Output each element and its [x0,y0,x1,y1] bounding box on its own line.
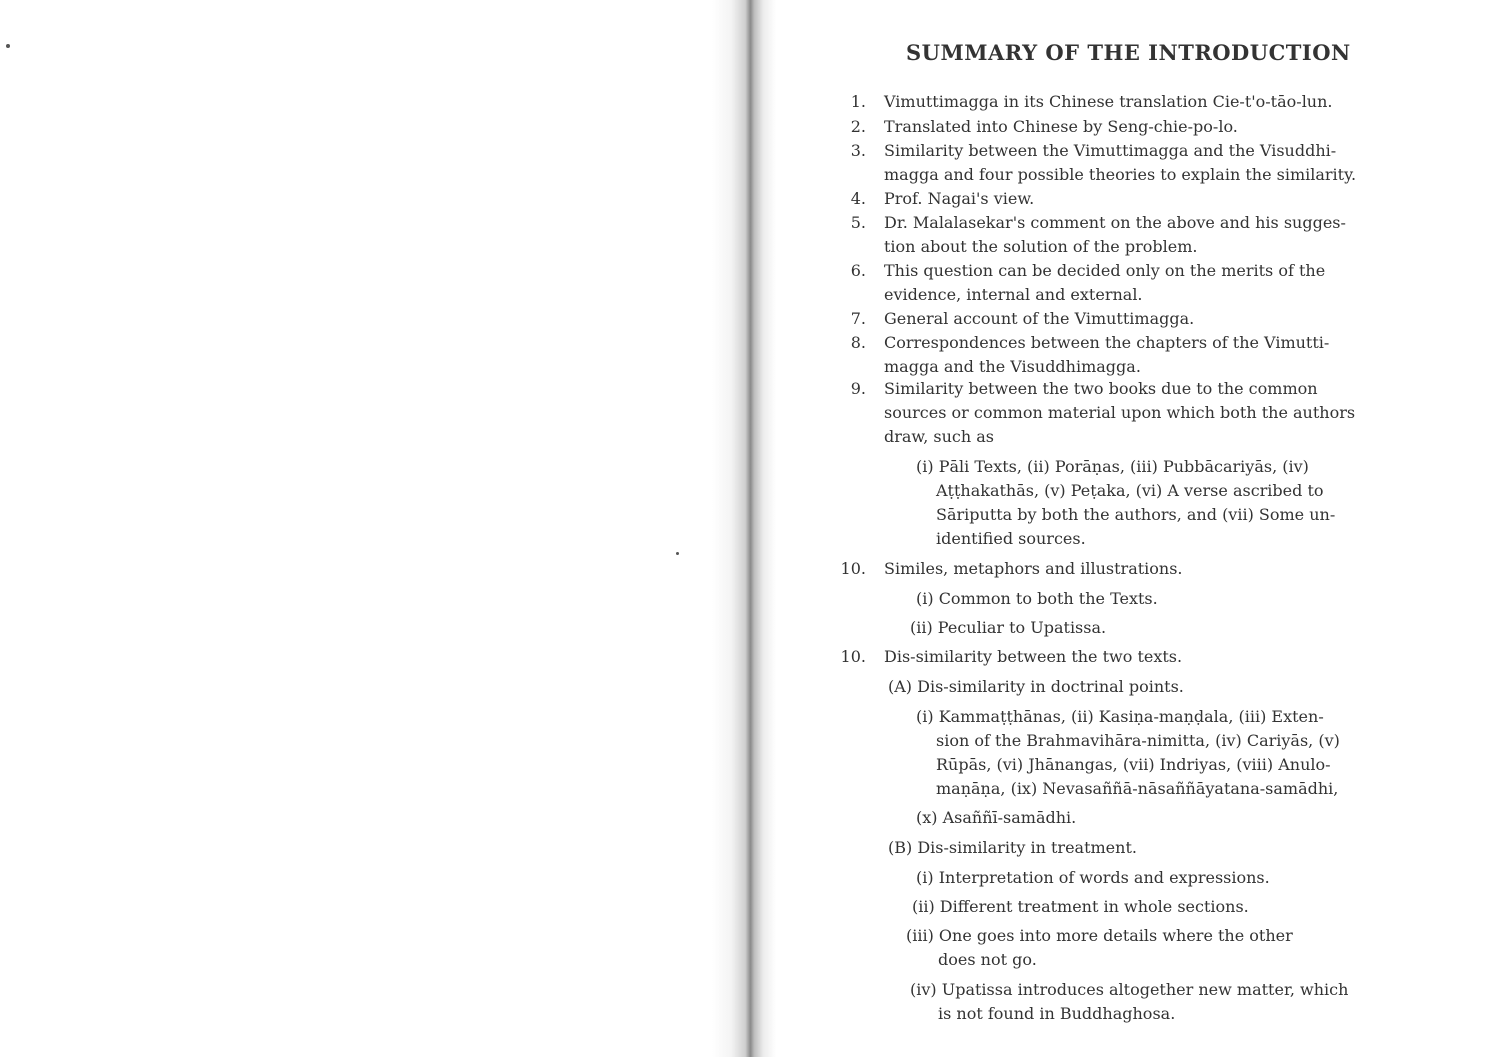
item-number: 10. [840,647,866,666]
sub-item-text: (i) Kammaṭṭhānas, (ii) Kasiṇa-maṇḍala, (iii) Exten- [916,707,1324,726]
sub-item-text: (x) Asaññī-samādhi. [916,808,1077,827]
sub-item-text: (i) Common to both the Texts. [916,589,1158,608]
sub-item-text: (i) Pāli Texts, (ii) Porāṇas, (iii) Pubbācariyās, (iv) [916,457,1309,476]
item-text: Prof. Nagai's view. [884,189,1035,208]
sub-item-text: (iv) Upatissa introduces altogether new matter, which [910,980,1349,999]
item-text: Translated into Chinese by Seng-chie-po-lo. [884,117,1238,136]
item-number: 2. [850,117,866,136]
sub-item-text: maṇāṇa, (ix) Nevasaññā-nāsaññāyatana-samādhi, [936,779,1339,798]
item-text: Dis-similarity between the two texts. [884,647,1183,666]
item-text: This question can be decided only on the merits of the [884,261,1326,280]
item-text: tion about the solution of the problem. [884,237,1198,256]
sub-item-text: identified sources. [936,529,1086,548]
sub-item-text: (i) Interpretation of words and expressions. [916,868,1270,887]
item-number: 10. [840,559,866,578]
item-number: 1. [850,92,866,111]
item-number: 6. [850,261,866,280]
ink-speck [676,552,679,555]
sub-item-text: is not found in Buddhaghosa. [938,1004,1176,1023]
sub-item-text: sion of the Brahmavihāra-nimitta, (iv) Cariyās, (v) [936,731,1340,750]
sub-item-text: Aṭṭhakathās, (v) Peṭaka, (vi) A verse ascribed to [936,481,1324,500]
item-number: 7. [850,309,866,328]
item-text: General account of the Vimuttimagga. [884,309,1195,328]
sub-item-text: (ii) Different treatment in whole sections. [912,897,1249,916]
sub-item-text: Sāriputta by both the authors, and (vii) Some un- [936,505,1336,524]
item-number: 9. [850,379,866,398]
item-text: Vimuttimagga in its Chinese translation Cie-t'o-tāo-lun. [884,92,1333,111]
item-number: 5. [850,213,866,232]
sub-item-text: (iii) One goes into more details where the other [906,926,1293,945]
left-blank-page [0,0,736,1057]
sub-item-text: (ii) Peculiar to Upatissa. [910,618,1107,637]
item-text: magga and the Visuddhimagga. [884,357,1141,376]
sub-heading-text: (A) Dis-similarity in doctrinal points. [888,677,1184,696]
item-text: Dr. Malalasekar's comment on the above and his sugges- [884,213,1346,232]
sub-heading-text: (B) Dis-similarity in treatment. [888,838,1137,857]
item-text: sources or common material upon which both the authors [884,403,1356,422]
ink-speck [6,44,10,48]
page-title: SUMMARY OF THE INTRODUCTION [906,40,1351,65]
sub-item-text: Rūpās, (vi) Jhānangas, (vii) Indriyas, (viii) Anulo- [936,755,1331,774]
item-text: evidence, internal and external. [884,285,1143,304]
item-number: 4. [850,189,866,208]
sub-item-text: does not go. [938,950,1037,969]
item-text: Similes, metaphors and illustrations. [884,559,1183,578]
item-text: Similarity between the Vimuttimagga and the Visuddhi- [884,141,1337,160]
item-text: Correspondences between the chapters of the Vimutti- [884,333,1330,352]
right-page [776,0,1500,1057]
item-number: 3. [850,141,866,160]
item-text: draw, such as [884,427,995,446]
book-gutter-shadow [712,0,776,1057]
item-text: Similarity between the two books due to the common [884,379,1318,398]
item-number: 8. [850,333,866,352]
item-text: magga and four possible theories to explain the similarity. [884,165,1357,184]
